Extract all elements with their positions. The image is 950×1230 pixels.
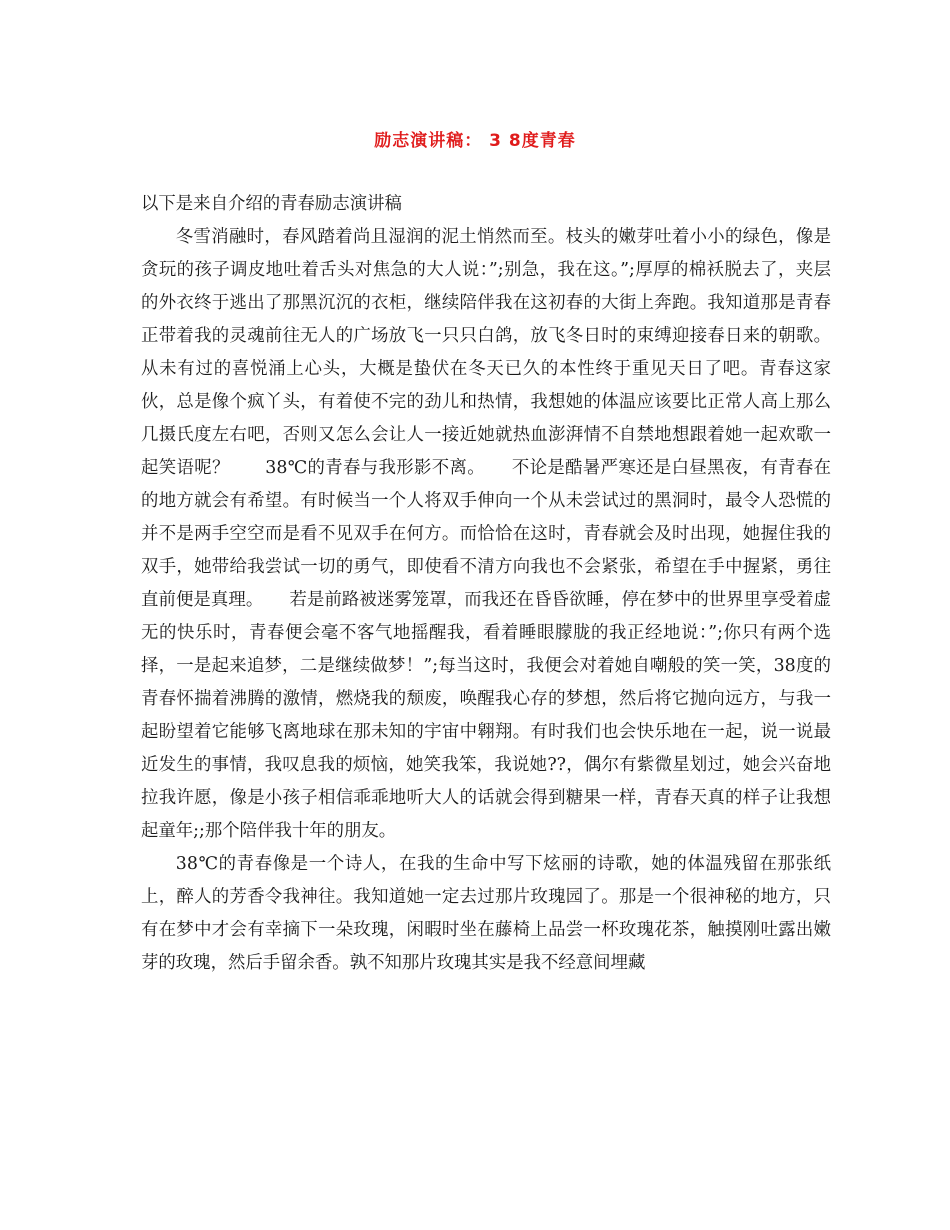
document-body [141,188,831,980]
paragraph-2: 38℃的青春像是一个诗人，在我的生命中写下炫丽的诗歌，她的体温残留在那张纸上，醉人的芳香令我神往。我知道她一定去过那片玫瑰园了。那是一个很神秘的地方，只有在梦中才会有幸摘下一朵玫瑰，闲暇时坐在藤椅上品尝一杯玫瑰花茶，触摸刚吐露出嫩芽的玫瑰，然后手留余香。孰不知那片玫瑰其实是我不经意间埋藏 [141,854,831,973]
paragraph-1: 冬雪消融时，春风踏着尚且湿润的泥土悄然而至。枝头的嫩芽吐着小小的绿色，像是贪玩的孩子调皮地吐着舌头对焦急的大人说：”;别急，我在这。”;厚厚的棉袄脱去了，夹层的外衣终于逃出了那黑沉沉的衣柜，继续陪伴我在这初春的大街上奔跑。我知道那是青春正带着我的灵魂前往无人的广场放飞一只只白鸽，放飞冬日时的束缚迎接春日来的朝歌。从未有过的喜悦涌上心头，大概是蛰伏在冬天已久的本性终于重见天日了吧。青春这家伙，总是像个疯丫头，有着使不完的劲儿和热情，我想她的体温应该要比正常人高上那么几摄氏度左右吧，否则又怎么会让人一接近她就热血澎湃情不自禁地想跟着她一起欢歌一起笑语呢？ 38℃的青春与我形影不离。 不论是酷暑严寒还是白昼黑夜，有青春在的地方就会有希望。有时候当一个人将双手伸向一个从未尝试过的黑洞时，最令人恐慌的并不是两手空空而是看不见双手在何方。而恰恰在这时，青春就会及时出现，她握住我的双手，她带给我尝试一切的勇气，即使看不清方向我也不会紧张，希望在手中握紧，勇往直前便是真理。 若是前路被迷雾笼罩，而我还在昏昏欲睡，停在梦中的世界里享受着虚无的快乐时，青春便会毫不客气地摇醒我，看着睡眼朦胧的我正经地说：”;你只有两个选择，一是起来追梦，二是继续做梦！”;每当这时，我便会对着她自嘲般的笑一笑，38度的青春怀揣着沸腾的激情，燃烧我的颓废，唤醒我心存的梦想，然后将它抛向远方，与我一起盼望着它能够飞离地球在那未知的宇宙中翱翔。有时我们也会快乐地在一起，说一说最近发生的事情，我叹息我的烦恼，她笑我笨，我说她??，偶尔有紫微星划过，她会兴奋地拉我许愿，像是小孩子相信乖乖地听大人的话就会得到糖果一样，青春天真的样子让我想起童年;;那个陪伴我十年的朋友。 [141,227,831,841]
intro-line: 以下是来自介绍的青春励志演讲稿 [141,194,402,214]
document-title: 励志演讲稿： 3 8度青春 [374,131,576,151]
